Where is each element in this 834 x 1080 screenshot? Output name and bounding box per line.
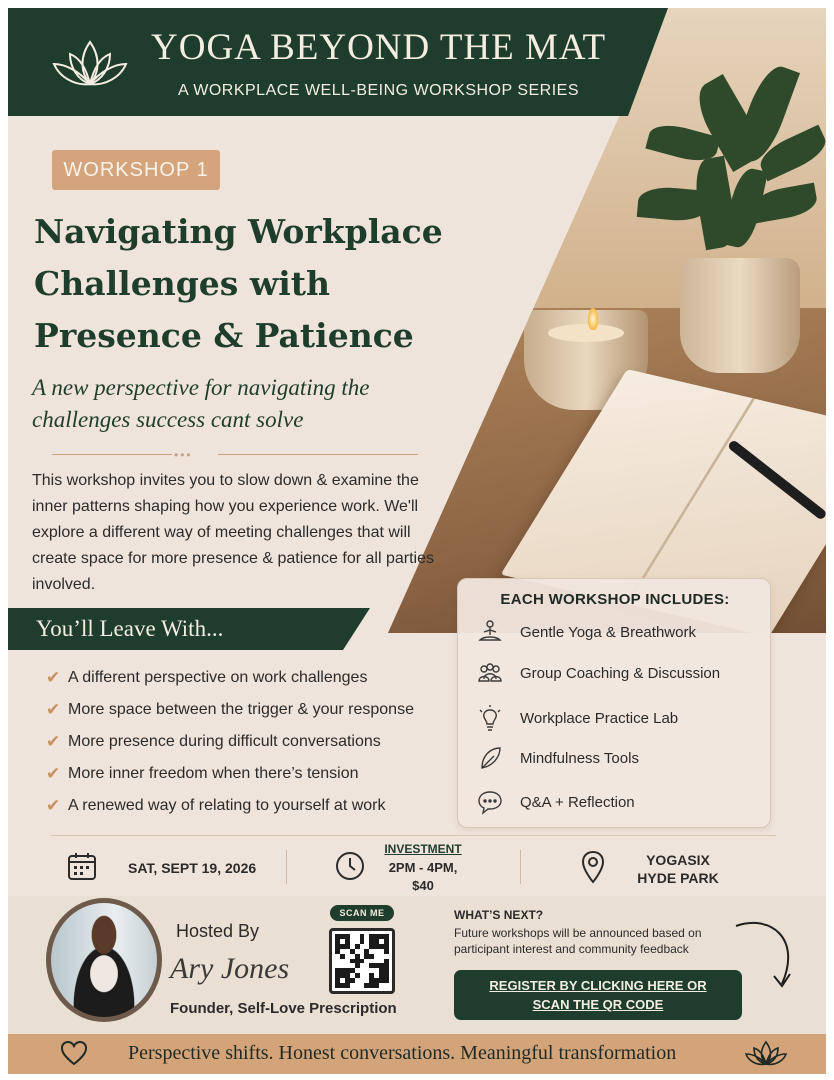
workshop-tagline: A new perspective for navigating the challenges success cant solve bbox=[32, 375, 370, 432]
footer-tagline: Perspective shifts. Honest conversations. Meaningful transformation bbox=[128, 1042, 677, 1064]
check-icon: ✔ bbox=[46, 732, 61, 751]
divider bbox=[52, 454, 172, 455]
clock-icon bbox=[334, 850, 366, 882]
includes-item: Mindfulness Tools bbox=[476, 743, 639, 773]
register-button[interactable]: REGISTER BY CLICKING HERE OR SCAN THE QR CODE bbox=[454, 970, 742, 1020]
location-area: HYDE PARK bbox=[637, 870, 719, 886]
divider bbox=[50, 835, 776, 836]
host-signature: Ary Jones bbox=[170, 952, 290, 985]
flyer bbox=[8, 8, 826, 1074]
divider-dots: ••• bbox=[174, 448, 193, 462]
includes-item: Q&A + Reflection bbox=[476, 787, 635, 817]
workshop-intro: This workshop invites you to slow down & examine the inner patterns shaping how you experience work. We'll explore a different way of meeting challenges that will create space for more presence & patience for all parties involved. bbox=[32, 472, 434, 593]
heart-icon bbox=[60, 1040, 88, 1066]
leaf-icon bbox=[476, 744, 504, 772]
whats-next-title: WHAT’S NEXT? bbox=[454, 908, 544, 922]
includes-item: Group Coaching & Discussion bbox=[476, 658, 720, 688]
includes-card bbox=[457, 578, 771, 828]
list-item: ✔ More space between the trigger & your response bbox=[46, 700, 414, 719]
location-pin-icon bbox=[580, 850, 606, 884]
investment-label: INVESTMENT bbox=[384, 842, 462, 856]
list-item: ✔ More presence during difficult conversations bbox=[46, 732, 381, 751]
location-name: YOGASIX bbox=[646, 852, 710, 868]
hosted-by-label: Hosted By bbox=[176, 921, 260, 941]
avatar bbox=[46, 898, 162, 1022]
lotus-icon bbox=[744, 1038, 788, 1068]
page-title: YOGA BEYOND THE MAT bbox=[151, 27, 607, 68]
whats-next-text: Future workshops will be announced based on participant interest and community feedback bbox=[454, 926, 702, 956]
benefits-list bbox=[46, 662, 414, 822]
check-icon: ✔ bbox=[46, 700, 61, 719]
chat-bubble-icon bbox=[476, 788, 504, 816]
check-icon: ✔ bbox=[46, 668, 61, 687]
meditation-icon bbox=[476, 618, 504, 646]
check-icon: ✔ bbox=[46, 796, 61, 815]
event-details bbox=[8, 842, 826, 898]
check-icon: ✔ bbox=[46, 764, 61, 783]
list-item: ✔ More inner freedom when there’s tension bbox=[46, 764, 359, 783]
divider bbox=[218, 454, 418, 455]
event-price: $40 bbox=[412, 878, 434, 893]
event-time: 2PM - 4PM, bbox=[388, 860, 458, 875]
lotus-icon bbox=[48, 32, 132, 96]
event-date: SAT, SEPT 19, 2026 bbox=[128, 860, 257, 876]
divider bbox=[520, 850, 521, 884]
qr-code[interactable] bbox=[329, 928, 395, 994]
includes-item: Workplace Practice Lab bbox=[476, 703, 678, 733]
plant-pot bbox=[680, 258, 800, 373]
includes-title: EACH WORKSHOP INCLUDES: bbox=[500, 591, 730, 608]
includes-item: Gentle Yoga & Breathwork bbox=[476, 617, 696, 647]
divider bbox=[286, 850, 287, 884]
host-role: Founder, Self-Love Prescription bbox=[170, 1000, 397, 1017]
list-item: ✔ A renewed way of relating to yourself at work bbox=[46, 796, 386, 815]
lightbulb-icon bbox=[476, 704, 504, 732]
workshop-title: Navigating Workplace Challenges with Presence & Patience bbox=[34, 212, 443, 355]
group-icon bbox=[476, 659, 504, 687]
scan-me-label: SCAN ME bbox=[330, 905, 394, 921]
page-subtitle: A WORKPLACE WELL-BEING WORKSHOP SERIES bbox=[178, 82, 580, 99]
calendar-icon bbox=[66, 850, 98, 882]
list-item: ✔ A different perspective on work challenges bbox=[46, 668, 368, 687]
leave-with-title: You’ll Leave With... bbox=[36, 616, 224, 641]
workshop-badge: WORKSHOP 1 bbox=[52, 150, 220, 190]
